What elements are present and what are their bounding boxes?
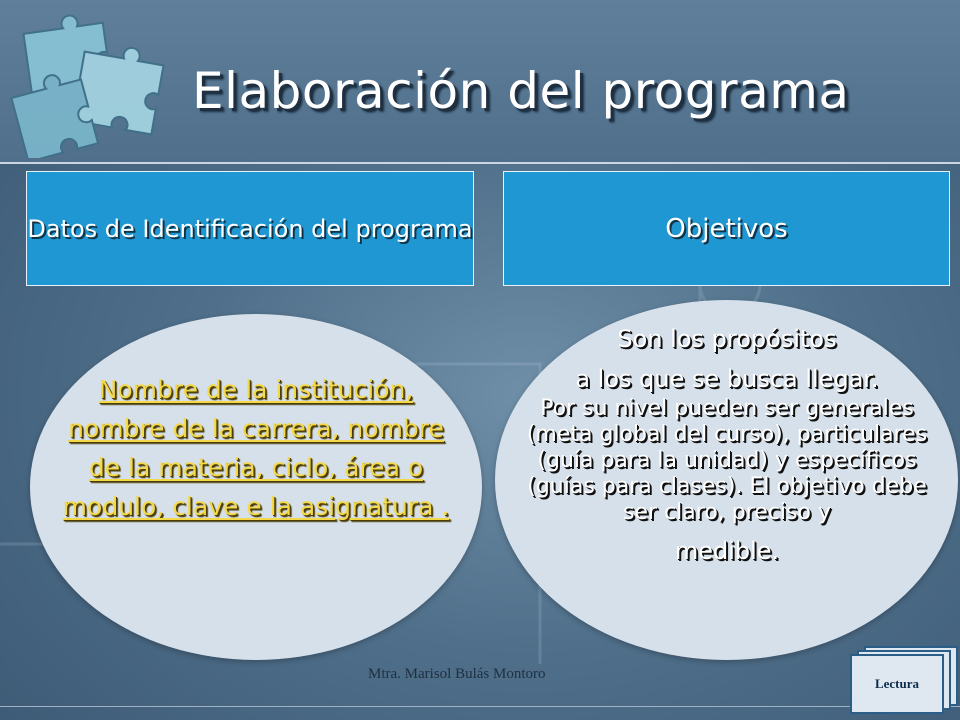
header-band — [0, 0, 960, 164]
objectives-line-1: Son los propósitos — [617, 325, 837, 353]
identification-label: Datos de Identificación del programa — [27, 214, 473, 243]
objectives-line-4: medible. — [674, 537, 780, 565]
slide-title: Elaboración del programa — [192, 62, 850, 120]
objectives-line-3: Por su nivel pueden ser generales (meta global del curso), particulares (guía para la unidad) y específicos (guías para clases). El objetivo debe ser claro, preciso y — [526, 396, 928, 525]
lectura-label: Lectura — [874, 676, 920, 691]
identification-details-link[interactable]: Nombre de la institución, nombre de la carrera, nombre de la materia, ciclo, área o modulo, clave e la asignatura . — [62, 375, 450, 521]
lectura-button[interactable] — [850, 654, 944, 714]
footer-author: Mtra. Marisol Bulás Montoro — [368, 666, 546, 682]
footer-divider — [0, 706, 960, 707]
objectives-label: Objetivos — [665, 213, 788, 244]
objectives-line-2: a los que se busca llegar. — [575, 365, 879, 393]
objectives-box — [503, 171, 950, 286]
objectives-description — [522, 322, 932, 566]
puzzle-logo-icon — [8, 8, 178, 158]
stacked-pages-icon — [850, 646, 956, 718]
identification-box — [26, 171, 474, 286]
